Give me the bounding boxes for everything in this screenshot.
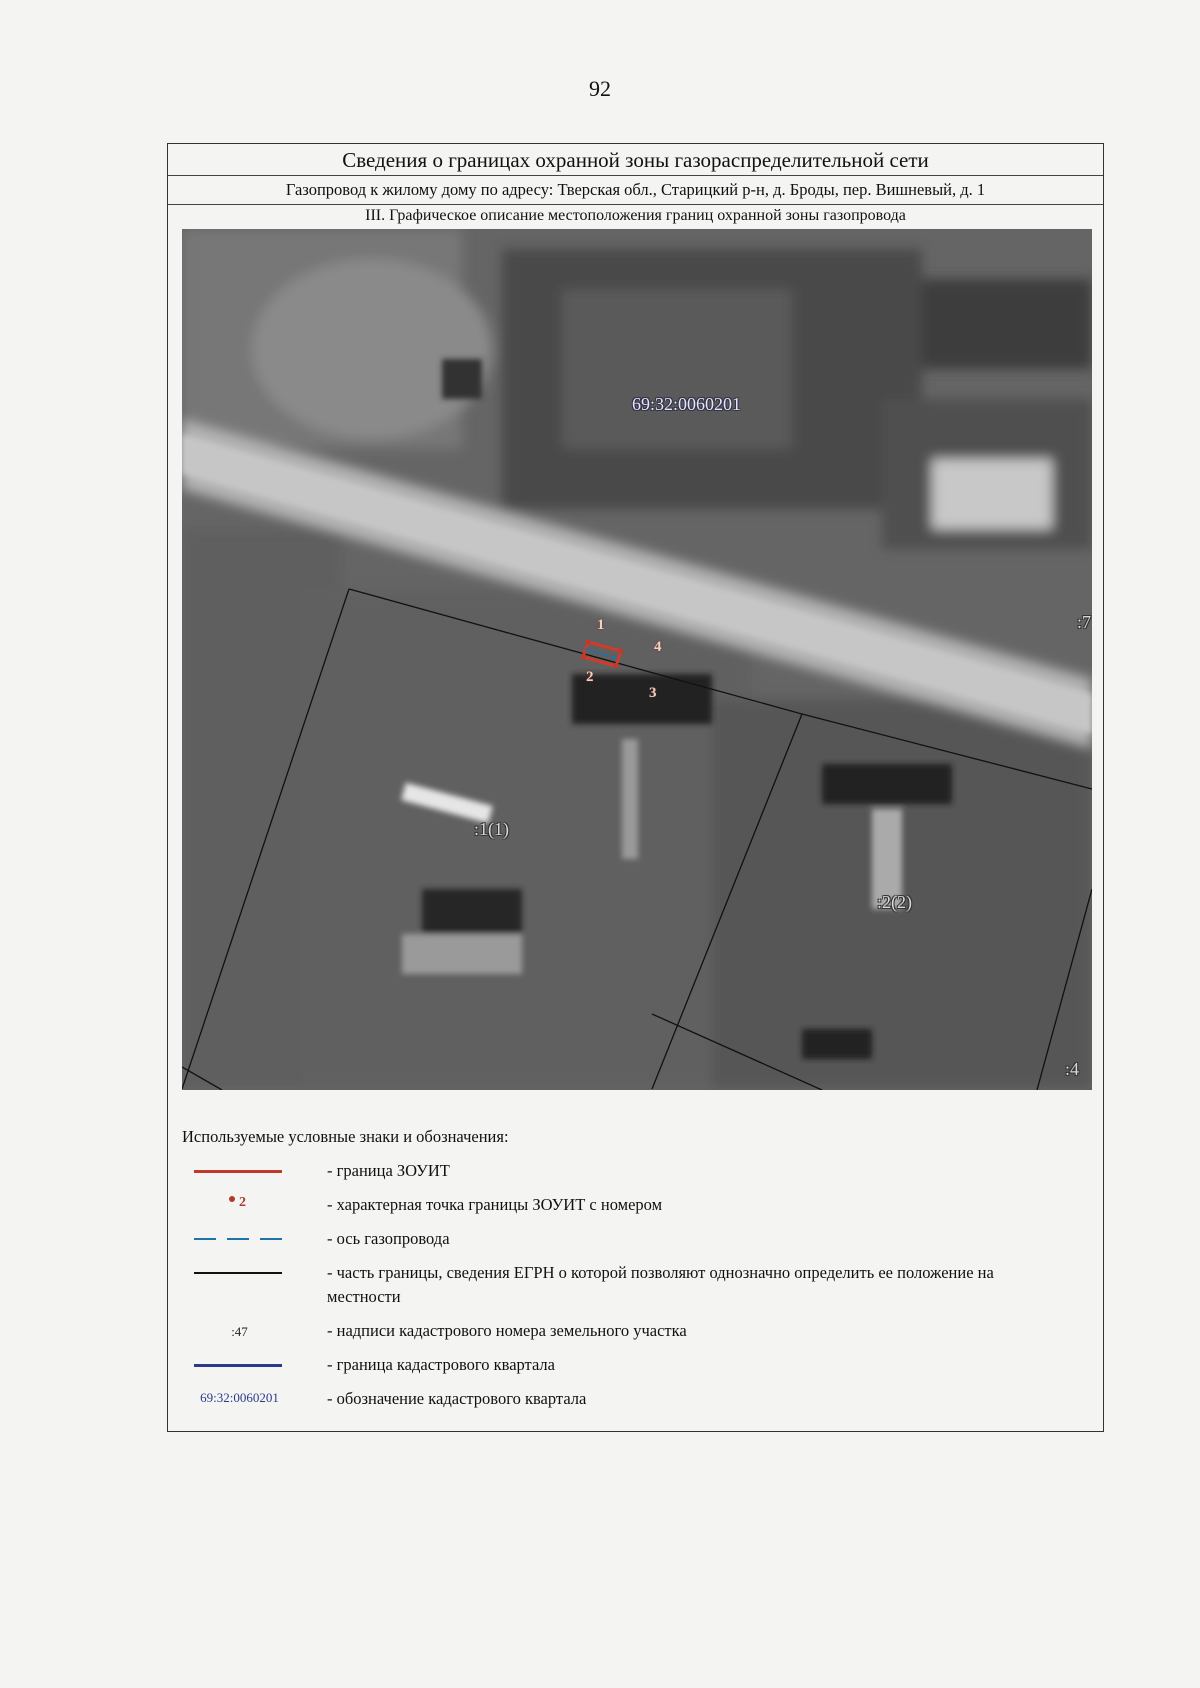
- point-label-1: 1: [597, 617, 605, 633]
- section-heading: III. Графическое описание местоположения границ охранной зоны газопровода: [365, 207, 906, 224]
- parcel-label-7: :7: [1077, 612, 1092, 632]
- legend-item-zone-boundary: - граница ЗОУИТ: [182, 1159, 1082, 1189]
- page-number: 92: [589, 76, 611, 101]
- blue-dash-icon: [182, 1227, 297, 1257]
- point-label-4: 4: [654, 639, 662, 655]
- point-label-3: 3: [649, 685, 657, 701]
- black-line-icon: [182, 1261, 297, 1311]
- legend-item-pipeline-axis: - ось газопровода: [182, 1227, 1082, 1257]
- red-point-icon: 2: [182, 1193, 297, 1223]
- legend-title: Используемые условные знаки и обозначения:: [182, 1127, 509, 1146]
- legend-item-egrn-boundary: - часть границы, сведения ЕГРН о которой позволяют однозначно определить ее положение на местности: [182, 1261, 1082, 1311]
- parcel-label-1: :1(1): [474, 819, 509, 839]
- document-title: Сведения о границах охранной зоны газораспределительной сети: [168, 144, 1103, 176]
- document-frame: [167, 143, 1104, 1432]
- red-line-icon: [182, 1159, 297, 1189]
- legend-item-parcel-number: :47 - надписи кадастрового номера земельного участка: [182, 1319, 1082, 1349]
- legend-item-quarter-label: 69:32:0060201 - обозначение кадастрового квартала: [182, 1387, 1082, 1417]
- parcel-label-2: :2(2): [877, 892, 912, 912]
- parcel-label-4: :4: [1065, 1059, 1080, 1079]
- blue-line-icon: [182, 1353, 297, 1383]
- legend-item-quarter-boundary: - граница кадастрового квартала: [182, 1353, 1082, 1383]
- point-label-2: 2: [586, 669, 594, 685]
- quarter-label: 69:32:0060201: [632, 394, 742, 414]
- quarter-label-sample: 69:32:0060201: [200, 1390, 279, 1405]
- object-description: Газопровод к жилому дому по адресу: Тверская обл., Старицкий р-н, д. Броды, пер. Вишневый, д. 1: [168, 176, 1103, 205]
- map-graphics: [182, 229, 1092, 1090]
- satellite-map[interactable]: [182, 229, 1092, 1090]
- parcel-number-sample: :47: [231, 1324, 248, 1339]
- legend-item-zone-point: 2 - характерная точка границы ЗОУИТ с номером: [182, 1193, 1082, 1223]
